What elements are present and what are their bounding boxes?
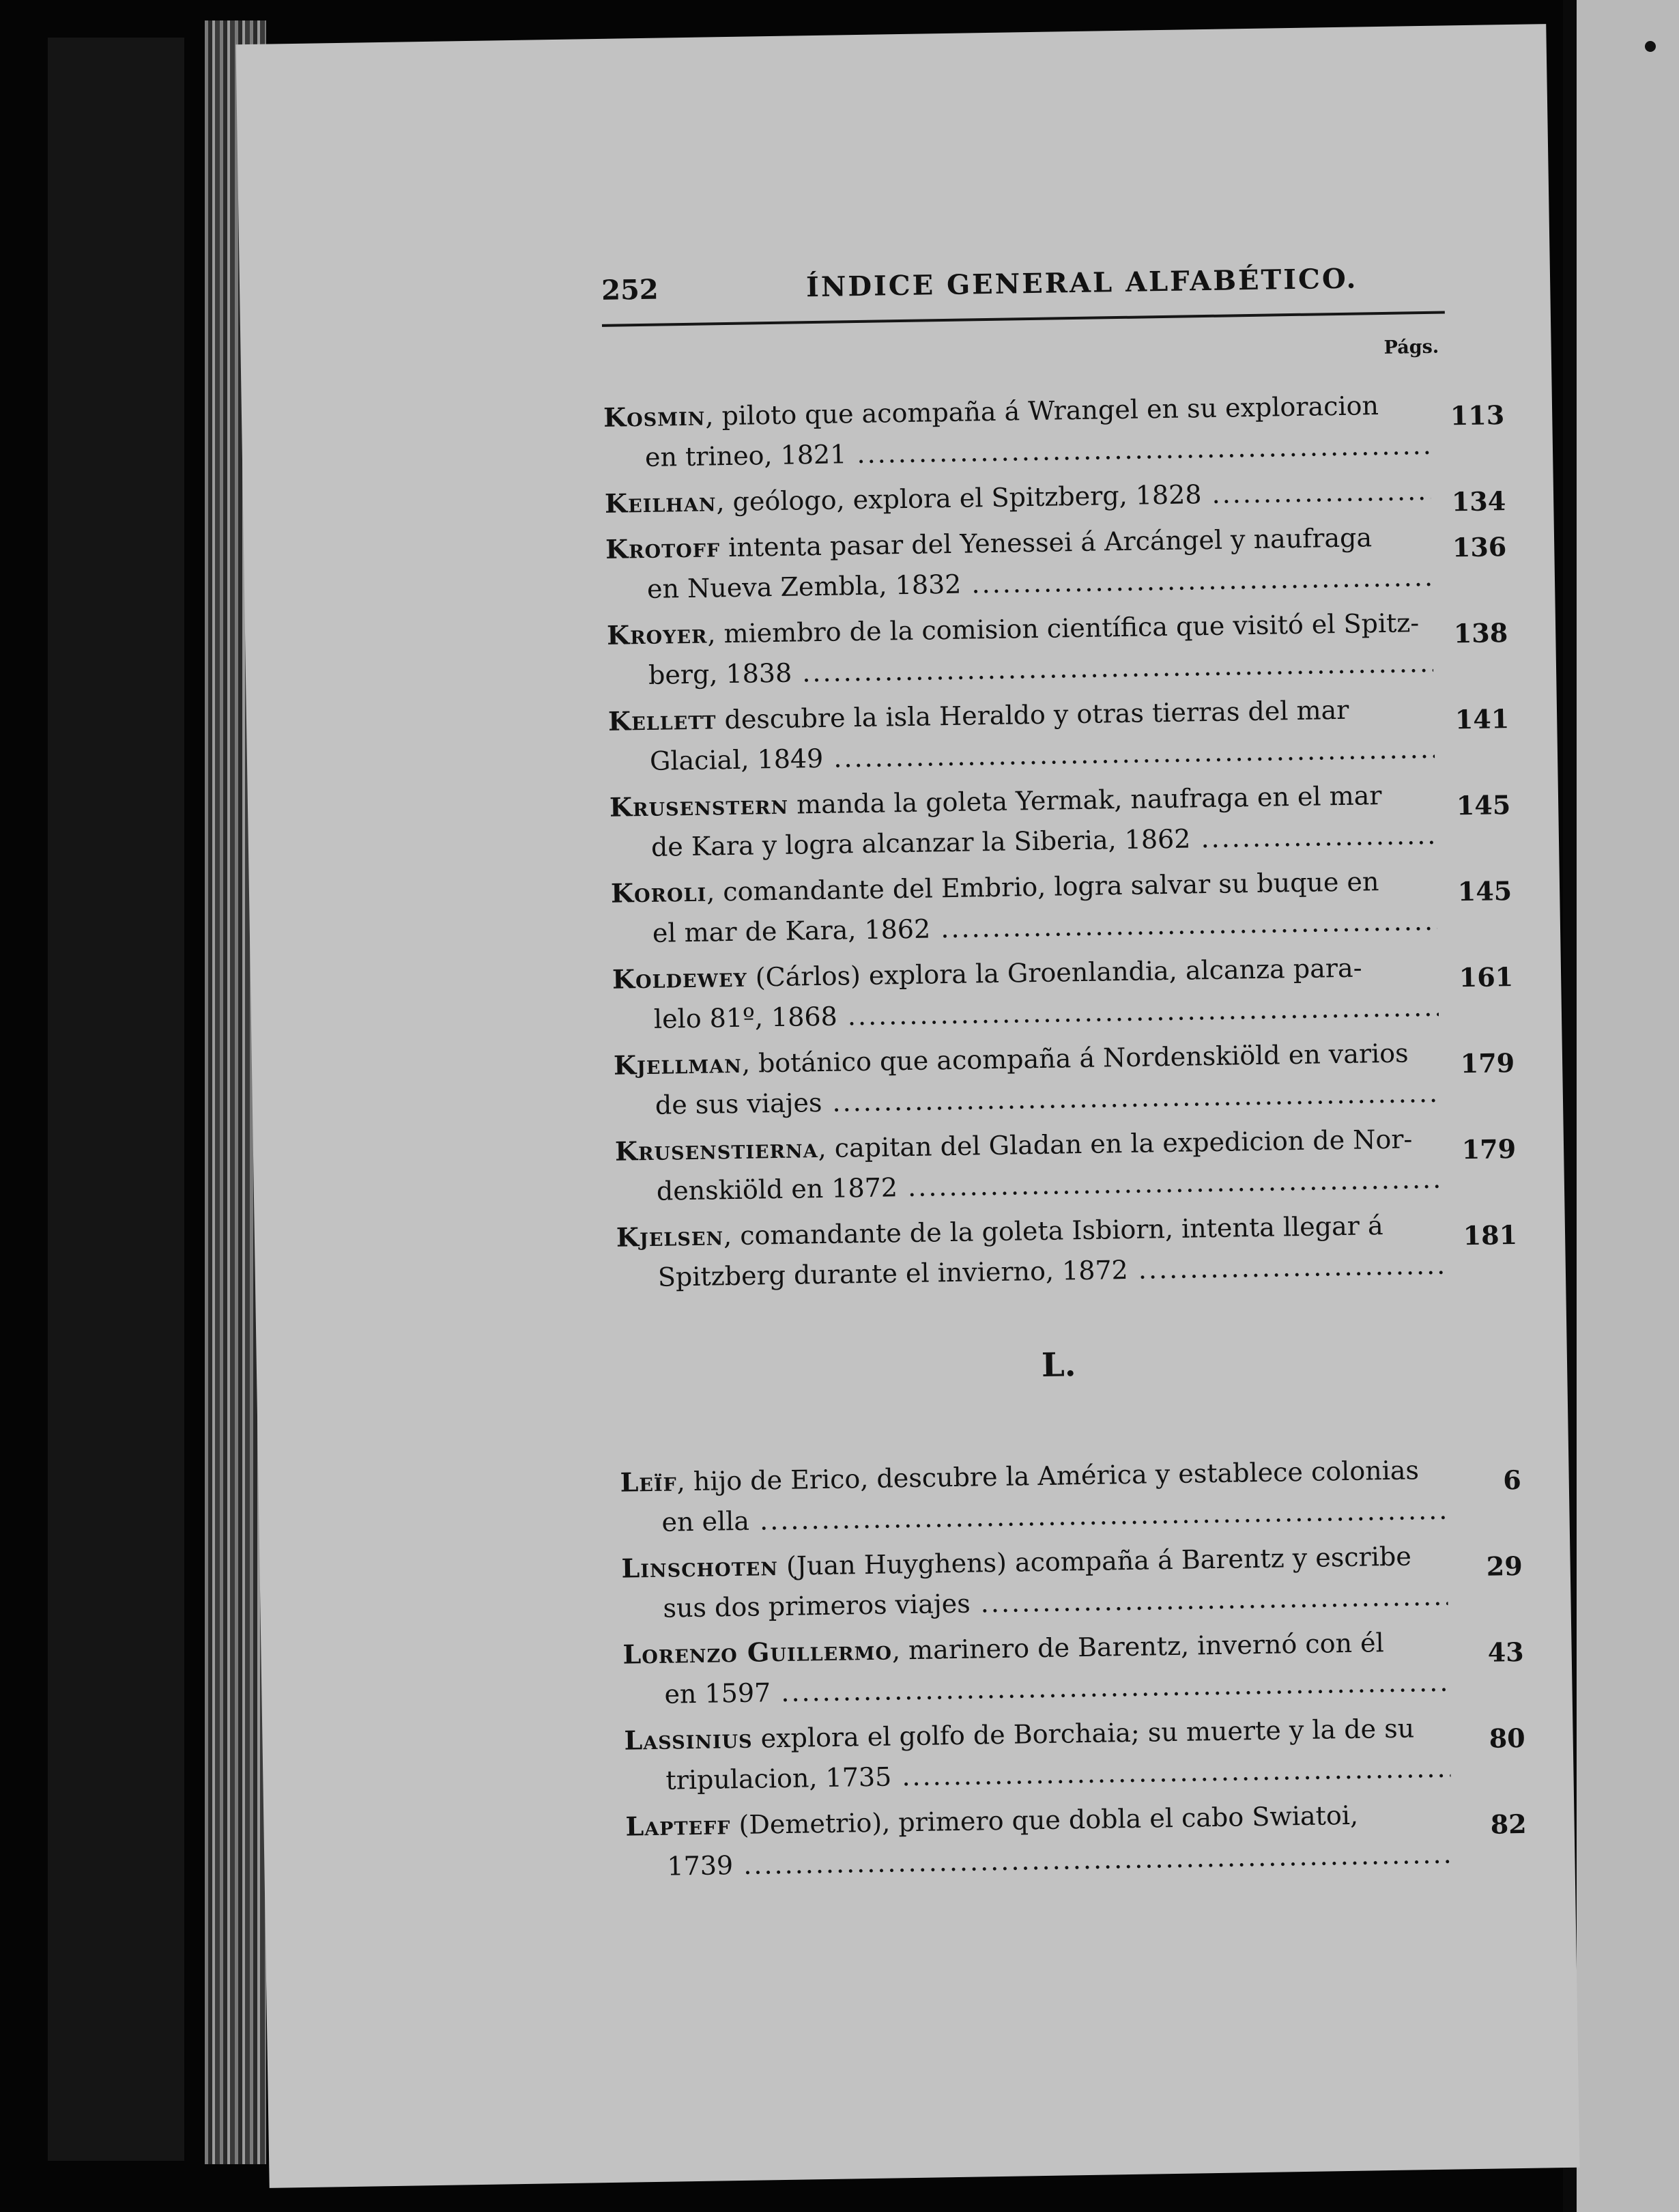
entry-text: en 1597 (664, 1677, 771, 1710)
entry-name: Lapteff (625, 1809, 731, 1842)
entry-text: (Cárlos) explora la Groenlandia, alcanza para- (747, 952, 1362, 993)
entry-text: en ella (661, 1505, 750, 1537)
entry-text: denskiöld en 1872 (656, 1172, 898, 1206)
entry-page-number: 134 (1451, 485, 1506, 517)
index-entry (603, 384, 1505, 479)
index-entry (625, 1793, 1527, 1888)
index-entry (622, 1621, 1525, 1716)
leader-dots (970, 1576, 1448, 1619)
entry-text: (Demetrio), primero que dobla el cabo Swiatoi, (730, 1800, 1359, 1841)
entry-text: lelo 81º, 1868 (653, 1001, 838, 1034)
facing-page (1577, 0, 1679, 2212)
entry-page-number: 29 (1486, 1550, 1523, 1582)
entry-text: , miembro de la comision científica que visitó el Spitz- (707, 608, 1420, 649)
section-heading (618, 1313, 1446, 1462)
entry-text: manda la goleta Yermak, naufraga en el mar (788, 780, 1382, 820)
index-entry (609, 774, 1511, 868)
entry-name: Koldewey (612, 961, 748, 995)
entry-page-number: 161 (1459, 961, 1514, 993)
pages-column-label: Págs. (1383, 336, 1439, 358)
entry-text: de Kara y logra alcanzar la Siberia, 1862 (650, 823, 1191, 862)
entry-text: tripulacion, 1735 (665, 1761, 892, 1796)
leader-dots (961, 557, 1432, 599)
section-l-list (620, 1449, 1527, 1888)
entry-first-line (605, 470, 1431, 524)
index-entry (605, 516, 1507, 610)
index-entry (612, 946, 1514, 1040)
entry-text: intenta pasar del Yenessei á Arcángel y naufraga (719, 522, 1373, 563)
entry-text: el mar de Kara, 1862 (652, 913, 931, 948)
entry-text: Spitzberg durante el invierno, 1872 (657, 1254, 1129, 1292)
entry-page-number: 179 (1461, 1133, 1517, 1165)
entry-name: Linschoten (621, 1550, 779, 1584)
entry-text: (Juan Huyghens) acompaña á Barentz y escribe (777, 1541, 1412, 1582)
entry-name: Keilhan (604, 486, 717, 519)
entry-text: , botánico que acompaña á Nordenskiöld en varios (741, 1038, 1409, 1079)
index-entry (614, 1118, 1517, 1213)
entry-name: Lorenzo Guillermo (622, 1634, 893, 1670)
index-entry (610, 860, 1512, 954)
entry-name: Lassinius (624, 1722, 753, 1756)
entry-name: Kosmin (603, 400, 706, 433)
entry-name: Kjellman (613, 1047, 743, 1081)
entry-name: Koroli (610, 876, 707, 909)
entry-page-number: 113 (1450, 399, 1505, 431)
entry-name: Krusenstierna (614, 1133, 818, 1167)
book-page (235, 24, 1579, 2188)
index-entry (607, 688, 1510, 782)
entry-page-number: 138 (1453, 617, 1508, 649)
entry-text: 1739 (667, 1850, 734, 1882)
section-k-list (603, 384, 1518, 1299)
leader-dots (1128, 1245, 1443, 1285)
entry-text: , geólogo, explora el Spitzberg, 1828 (716, 479, 1202, 517)
entry-text: en trineo, 1821 (644, 439, 847, 472)
page-number: 252 (601, 273, 659, 307)
leader-dots (930, 901, 1437, 944)
entry-text: , comandante de la goleta Isbiorn, intenta llegar á (723, 1210, 1383, 1251)
entry-text: en Nueva Zembla, 1832 (646, 569, 962, 604)
entry-text: Glacial, 1849 (649, 743, 824, 776)
index-entry (620, 1449, 1522, 1544)
entry-page-number: 145 (1456, 789, 1511, 821)
entry-page-number: 145 (1457, 875, 1512, 907)
index-entry (606, 602, 1508, 696)
index-entry (613, 1032, 1515, 1126)
entry-text: , hijo de Erico, descubre la América y establece colonias (676, 1455, 1420, 1497)
entry-text: , marinero de Barentz, invernó con él (891, 1628, 1385, 1666)
entry-page-number: 43 (1487, 1636, 1525, 1668)
index-entry (604, 470, 1506, 524)
leader-dots (1201, 470, 1431, 509)
entry-page-number: 82 (1490, 1808, 1527, 1840)
index-entry (616, 1204, 1518, 1299)
index-entry (624, 1707, 1526, 1802)
entry-page-number: 80 (1489, 1722, 1526, 1754)
entry-text: explora el golfo de Borchaia; su muerte y la de su (752, 1713, 1415, 1754)
entry-text: , piloto que acompaña á Wrangel en su exploracion (704, 391, 1379, 431)
entry-page-number: 181 (1463, 1219, 1518, 1251)
entry-name: Krotoff (605, 532, 721, 565)
entry-name: Kjelsen (616, 1220, 724, 1253)
entry-text: berg, 1838 (648, 657, 792, 690)
header-rule (602, 311, 1445, 326)
entry-name: Krusenstern (609, 789, 789, 823)
book-edge (48, 38, 184, 2161)
entry-page-number: 141 (1454, 703, 1510, 735)
section-letter: L. (1041, 1346, 1076, 1385)
page-title: ÍNDICE GENERAL ALFABÉTICO. (805, 262, 1358, 304)
index-entry (621, 1535, 1523, 1630)
entry-page-number: 6 (1502, 1464, 1522, 1496)
entry-name: Kroyer (606, 618, 708, 651)
running-head (601, 257, 1679, 315)
entry-text: de sus viajes (655, 1087, 822, 1120)
entry-text: , comandante del Embrio, logra salvar su buque en (706, 866, 1379, 907)
entry-text: , capitan del Gladan en la expedicion de Nor- (818, 1124, 1413, 1164)
index-entries (603, 384, 1527, 1892)
binding-hole (1645, 41, 1656, 52)
entry-page-number: 179 (1460, 1047, 1515, 1079)
entry-page-number: 136 (1452, 531, 1507, 563)
entry-text: sus dos primeros viajes (663, 1588, 971, 1623)
entry-name: Kellett (607, 704, 717, 737)
entry-name: Leïf (620, 1466, 678, 1498)
entry-text: descubre la isla Heraldo y otras tierras del mar (716, 694, 1349, 735)
leader-dots (1190, 815, 1436, 854)
